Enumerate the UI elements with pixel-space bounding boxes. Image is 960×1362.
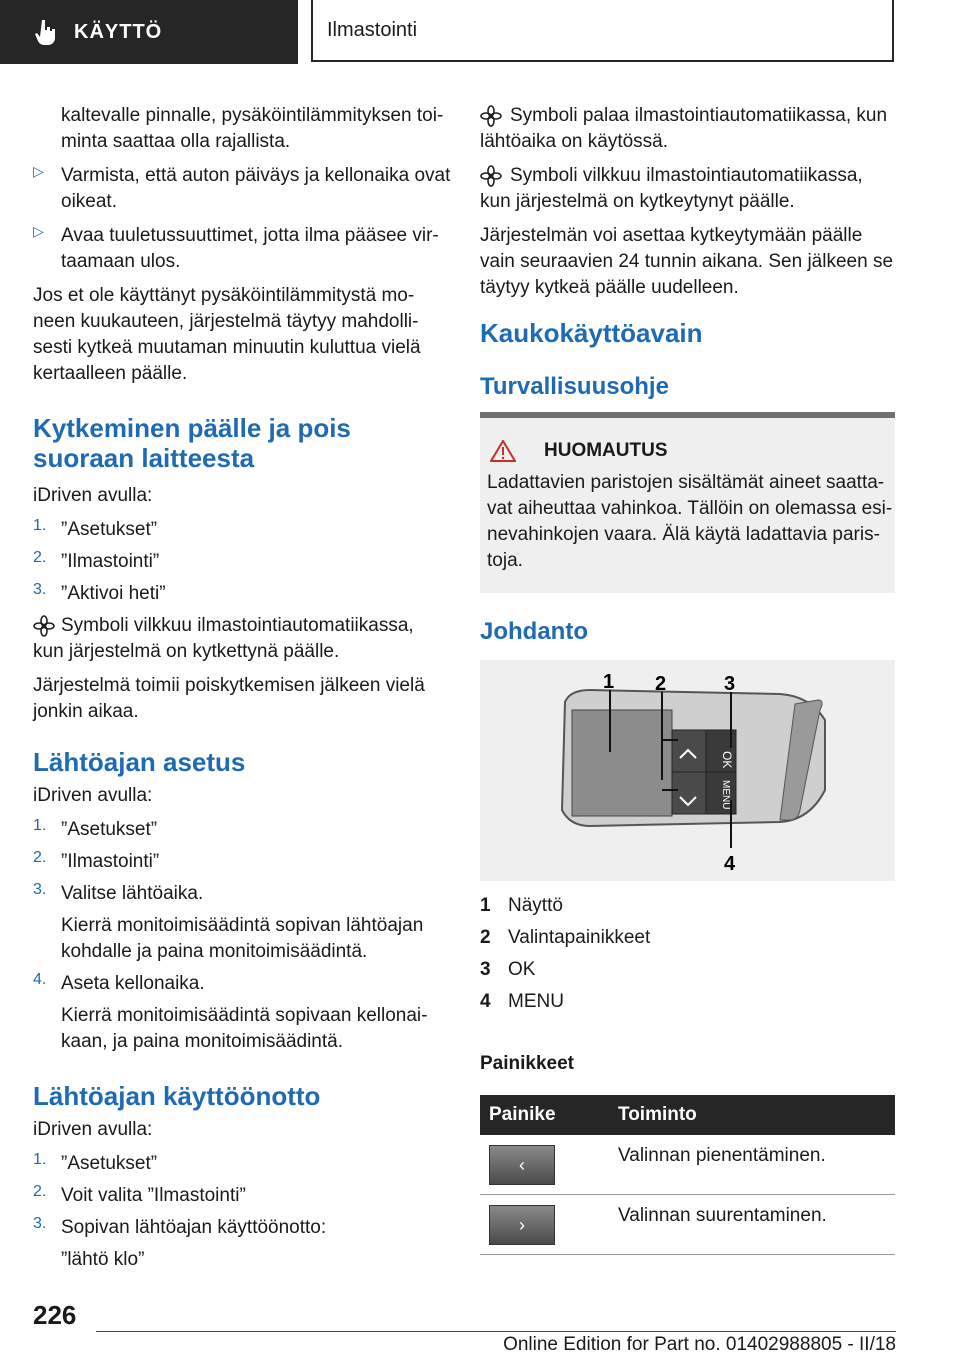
paragraph: kertaalleen päälle. bbox=[33, 363, 188, 384]
paragraph: sesti kytkeä muutaman minuutin kuluttua vielä bbox=[33, 337, 421, 358]
list-text: ”Ilmastointi” bbox=[61, 851, 160, 872]
list-number: 3. bbox=[33, 581, 47, 598]
heading: Lähtöajan käyttöönotto bbox=[33, 1081, 321, 1111]
numbered-list bbox=[33, 817, 453, 1055]
bullet-text: taamaan ulos. bbox=[61, 251, 181, 272]
list-number: 2. bbox=[33, 549, 47, 566]
ok-button-label: OK bbox=[720, 751, 734, 769]
list-number: 2. bbox=[33, 1183, 47, 1200]
list-number bbox=[33, 939, 61, 965]
list-number: 2. bbox=[33, 849, 47, 866]
legend-text: MENU bbox=[508, 991, 564, 1012]
heading: Kaukokäyttöavain bbox=[480, 318, 703, 348]
paragraph: Jos et ole käyttänyt pysäköintilämmitystä mo- bbox=[33, 285, 415, 306]
warning-line: Ladattavien paristojen sisältämät aineet saatta- bbox=[487, 472, 885, 493]
paragraph: minta saattaa olla rajallista. bbox=[61, 131, 291, 152]
fan-icon bbox=[480, 105, 502, 127]
warning-text bbox=[487, 470, 895, 574]
legend-item bbox=[480, 989, 895, 1015]
paragraph: Symboli vilkkuu ilmastointiautomatiikassa, bbox=[61, 615, 414, 636]
list-item bbox=[33, 849, 453, 875]
paragraph: iDriven avulla: bbox=[33, 485, 153, 506]
list-text: ”Aktivoi heti” bbox=[61, 583, 166, 604]
list-item bbox=[33, 517, 453, 543]
paragraph: täytyy kytkeä päälle uudelleen. bbox=[480, 277, 739, 298]
table-heading: Painikkeet bbox=[480, 1053, 574, 1074]
table-row bbox=[480, 1135, 895, 1195]
legend-number: 4 bbox=[480, 991, 491, 1012]
callout-label: 2 bbox=[655, 673, 667, 695]
section-title: Ilmastointi bbox=[327, 18, 418, 41]
menu-button-label: MENU bbox=[720, 780, 731, 810]
paragraph: kaltevalle pinnalle, pysäköintilämmityksen toi- bbox=[61, 105, 444, 126]
warning-title: HUOMAUTUS bbox=[544, 440, 668, 461]
callout-label: 4 bbox=[724, 853, 736, 875]
table-cell-button bbox=[480, 1195, 609, 1255]
chevron-left-icon: ‹ bbox=[489, 1145, 555, 1185]
list-text: kohdalle ja paina monitoimisäädintä. bbox=[61, 941, 368, 962]
fan-icon bbox=[33, 615, 55, 637]
list-number bbox=[33, 1247, 61, 1273]
list-number: 1. bbox=[33, 517, 47, 534]
footer-rule bbox=[96, 1331, 896, 1332]
table-row bbox=[480, 1195, 895, 1255]
list-item bbox=[33, 1215, 453, 1241]
list-item bbox=[33, 939, 453, 965]
key-fob-illustration bbox=[480, 660, 895, 881]
chapter-title: KÄYTTÖ bbox=[74, 20, 163, 43]
figure-legend bbox=[480, 893, 895, 1015]
warning-triangle-icon bbox=[490, 440, 516, 462]
footer-edition: Online Edition for Part no. 01402988805 - II/18 bbox=[503, 1334, 896, 1355]
list-number bbox=[33, 1029, 61, 1055]
buttons-table bbox=[480, 1095, 895, 1255]
table-cell-function: Valinnan pienentäminen. bbox=[609, 1135, 895, 1195]
warning-header bbox=[490, 440, 895, 462]
key-fob-figure bbox=[480, 660, 895, 881]
heading: Lähtöajan asetus bbox=[33, 747, 246, 777]
list-item bbox=[33, 1003, 453, 1029]
column-header: Toiminto bbox=[609, 1095, 895, 1135]
paragraph: kun järjestelmä on kytkettynä päälle. bbox=[33, 641, 340, 662]
list-item bbox=[33, 971, 453, 997]
fan-icon bbox=[480, 165, 502, 187]
paragraph: iDriven avulla: bbox=[33, 785, 153, 806]
list-item bbox=[33, 1183, 453, 1209]
list-text: Sopivan lähtöajan käyttöönotto: bbox=[61, 1217, 327, 1238]
warning-line: vat aiheuttaa vahinkoa. Tällöin on olemassa esi- bbox=[487, 498, 893, 519]
list-text: Valitse lähtöaika. bbox=[61, 883, 204, 904]
list-number bbox=[33, 1003, 61, 1029]
chevron-right-icon: › bbox=[489, 1205, 555, 1245]
paragraph: vain seuraavien 24 tunnin aikana. Sen jälkeen se bbox=[480, 251, 894, 272]
section-header bbox=[311, 0, 894, 62]
list-number: 3. bbox=[33, 881, 47, 898]
list-text: Aseta kellonaika. bbox=[61, 973, 205, 994]
column-header: Painike bbox=[480, 1095, 609, 1135]
paragraph: iDriven avulla: bbox=[33, 1119, 153, 1140]
legend-item bbox=[480, 957, 895, 983]
warning-line: nevahinkojen vaara. Älä käytä ladattavia paris- bbox=[487, 524, 880, 545]
list-item bbox=[33, 1247, 453, 1273]
legend-item bbox=[480, 893, 895, 919]
bullet-text: Avaa tuuletussuuttimet, jotta ilma pääsee vir- bbox=[61, 225, 439, 246]
subheading: Turvallisuusohje bbox=[480, 373, 669, 400]
list-number: 1. bbox=[33, 817, 47, 834]
symbol-paragraph bbox=[480, 103, 895, 129]
list-item bbox=[33, 817, 453, 843]
paragraph: Symboli vilkkuu ilmastointiautomatiikassa, bbox=[510, 165, 863, 186]
bullet-item bbox=[33, 223, 453, 249]
legend-number: 1 bbox=[480, 895, 491, 916]
list-number bbox=[33, 913, 61, 939]
list-text: ”lähtö klo” bbox=[61, 1249, 145, 1270]
table-cell-button bbox=[480, 1135, 609, 1195]
list-number: 1. bbox=[33, 1151, 47, 1168]
hand-pointer-icon bbox=[34, 18, 58, 46]
paragraph: jonkin aikaa. bbox=[33, 701, 139, 722]
list-item bbox=[33, 881, 453, 907]
right-column bbox=[480, 103, 895, 301]
warning-line: toja. bbox=[487, 550, 523, 571]
triangle-bullet-icon: ▷ bbox=[33, 223, 44, 239]
page-number: 226 bbox=[33, 1300, 77, 1330]
list-text: Kierrä monitoimisäädintä sopivan lähtöajan bbox=[61, 915, 424, 936]
list-text: ”Ilmastointi” bbox=[61, 551, 160, 572]
list-item bbox=[33, 1151, 453, 1177]
symbol-paragraph bbox=[33, 613, 453, 639]
bullet-text: Varmista, että auton päiväys ja kellonaika ovat bbox=[61, 165, 451, 186]
list-item bbox=[33, 549, 453, 575]
warning-box bbox=[480, 412, 895, 593]
bullet-item bbox=[33, 163, 453, 189]
legend-text: Näyttö bbox=[508, 895, 563, 916]
paragraph: Järjestelmän voi asettaa kytkeytymään päälle bbox=[480, 225, 863, 246]
legend-number: 3 bbox=[480, 959, 491, 980]
symbol-paragraph bbox=[480, 163, 895, 189]
numbered-list bbox=[33, 517, 453, 607]
chapter-tab bbox=[0, 0, 298, 64]
numbered-list bbox=[33, 1151, 453, 1273]
legend-number: 2 bbox=[480, 927, 491, 948]
legend-text: OK bbox=[508, 959, 536, 980]
bullet-text: oikeat. bbox=[61, 191, 117, 212]
heading: suoraan laitteesta bbox=[33, 443, 255, 473]
list-text: ”Asetukset” bbox=[61, 819, 158, 840]
list-number: 3. bbox=[33, 1215, 47, 1232]
left-column bbox=[33, 103, 453, 1273]
list-text: Kierrä monitoimisäädintä sopivaan kellonai- bbox=[61, 1005, 428, 1026]
list-item bbox=[33, 913, 453, 939]
heading: Kytkeminen päälle ja pois bbox=[33, 413, 351, 443]
list-text: Voit valita ”Ilmastointi” bbox=[61, 1185, 246, 1206]
paragraph: kun järjestelmä on kytkeytynyt päälle. bbox=[480, 191, 795, 212]
list-text: ”Asetukset” bbox=[61, 1153, 158, 1174]
list-number: 4. bbox=[33, 971, 47, 988]
paragraph: lähtöaika on käytössä. bbox=[480, 131, 669, 152]
table-header-row bbox=[480, 1095, 895, 1135]
callout-label: 3 bbox=[724, 673, 736, 695]
legend-text: Valintapainikkeet bbox=[508, 927, 651, 948]
paragraph: Symboli palaa ilmastointiautomatiikassa, kun bbox=[510, 105, 888, 126]
table-cell-function: Valinnan suurentaminen. bbox=[609, 1195, 895, 1255]
triangle-bullet-icon: ▷ bbox=[33, 163, 44, 179]
list-text: ”Asetukset” bbox=[61, 519, 158, 540]
legend-item bbox=[480, 925, 895, 951]
paragraph: Järjestelmä toimii poiskytkemisen jälkeen vielä bbox=[33, 675, 425, 696]
list-text: kaan, ja paina monitoimisäädintä. bbox=[61, 1031, 344, 1052]
list-item bbox=[33, 581, 453, 607]
list-item bbox=[33, 1029, 453, 1055]
subheading: Johdanto bbox=[480, 618, 588, 645]
callout-label: 1 bbox=[603, 671, 615, 693]
paragraph: neen kuukauteen, järjestelmä täytyy mahdolli- bbox=[33, 311, 419, 332]
